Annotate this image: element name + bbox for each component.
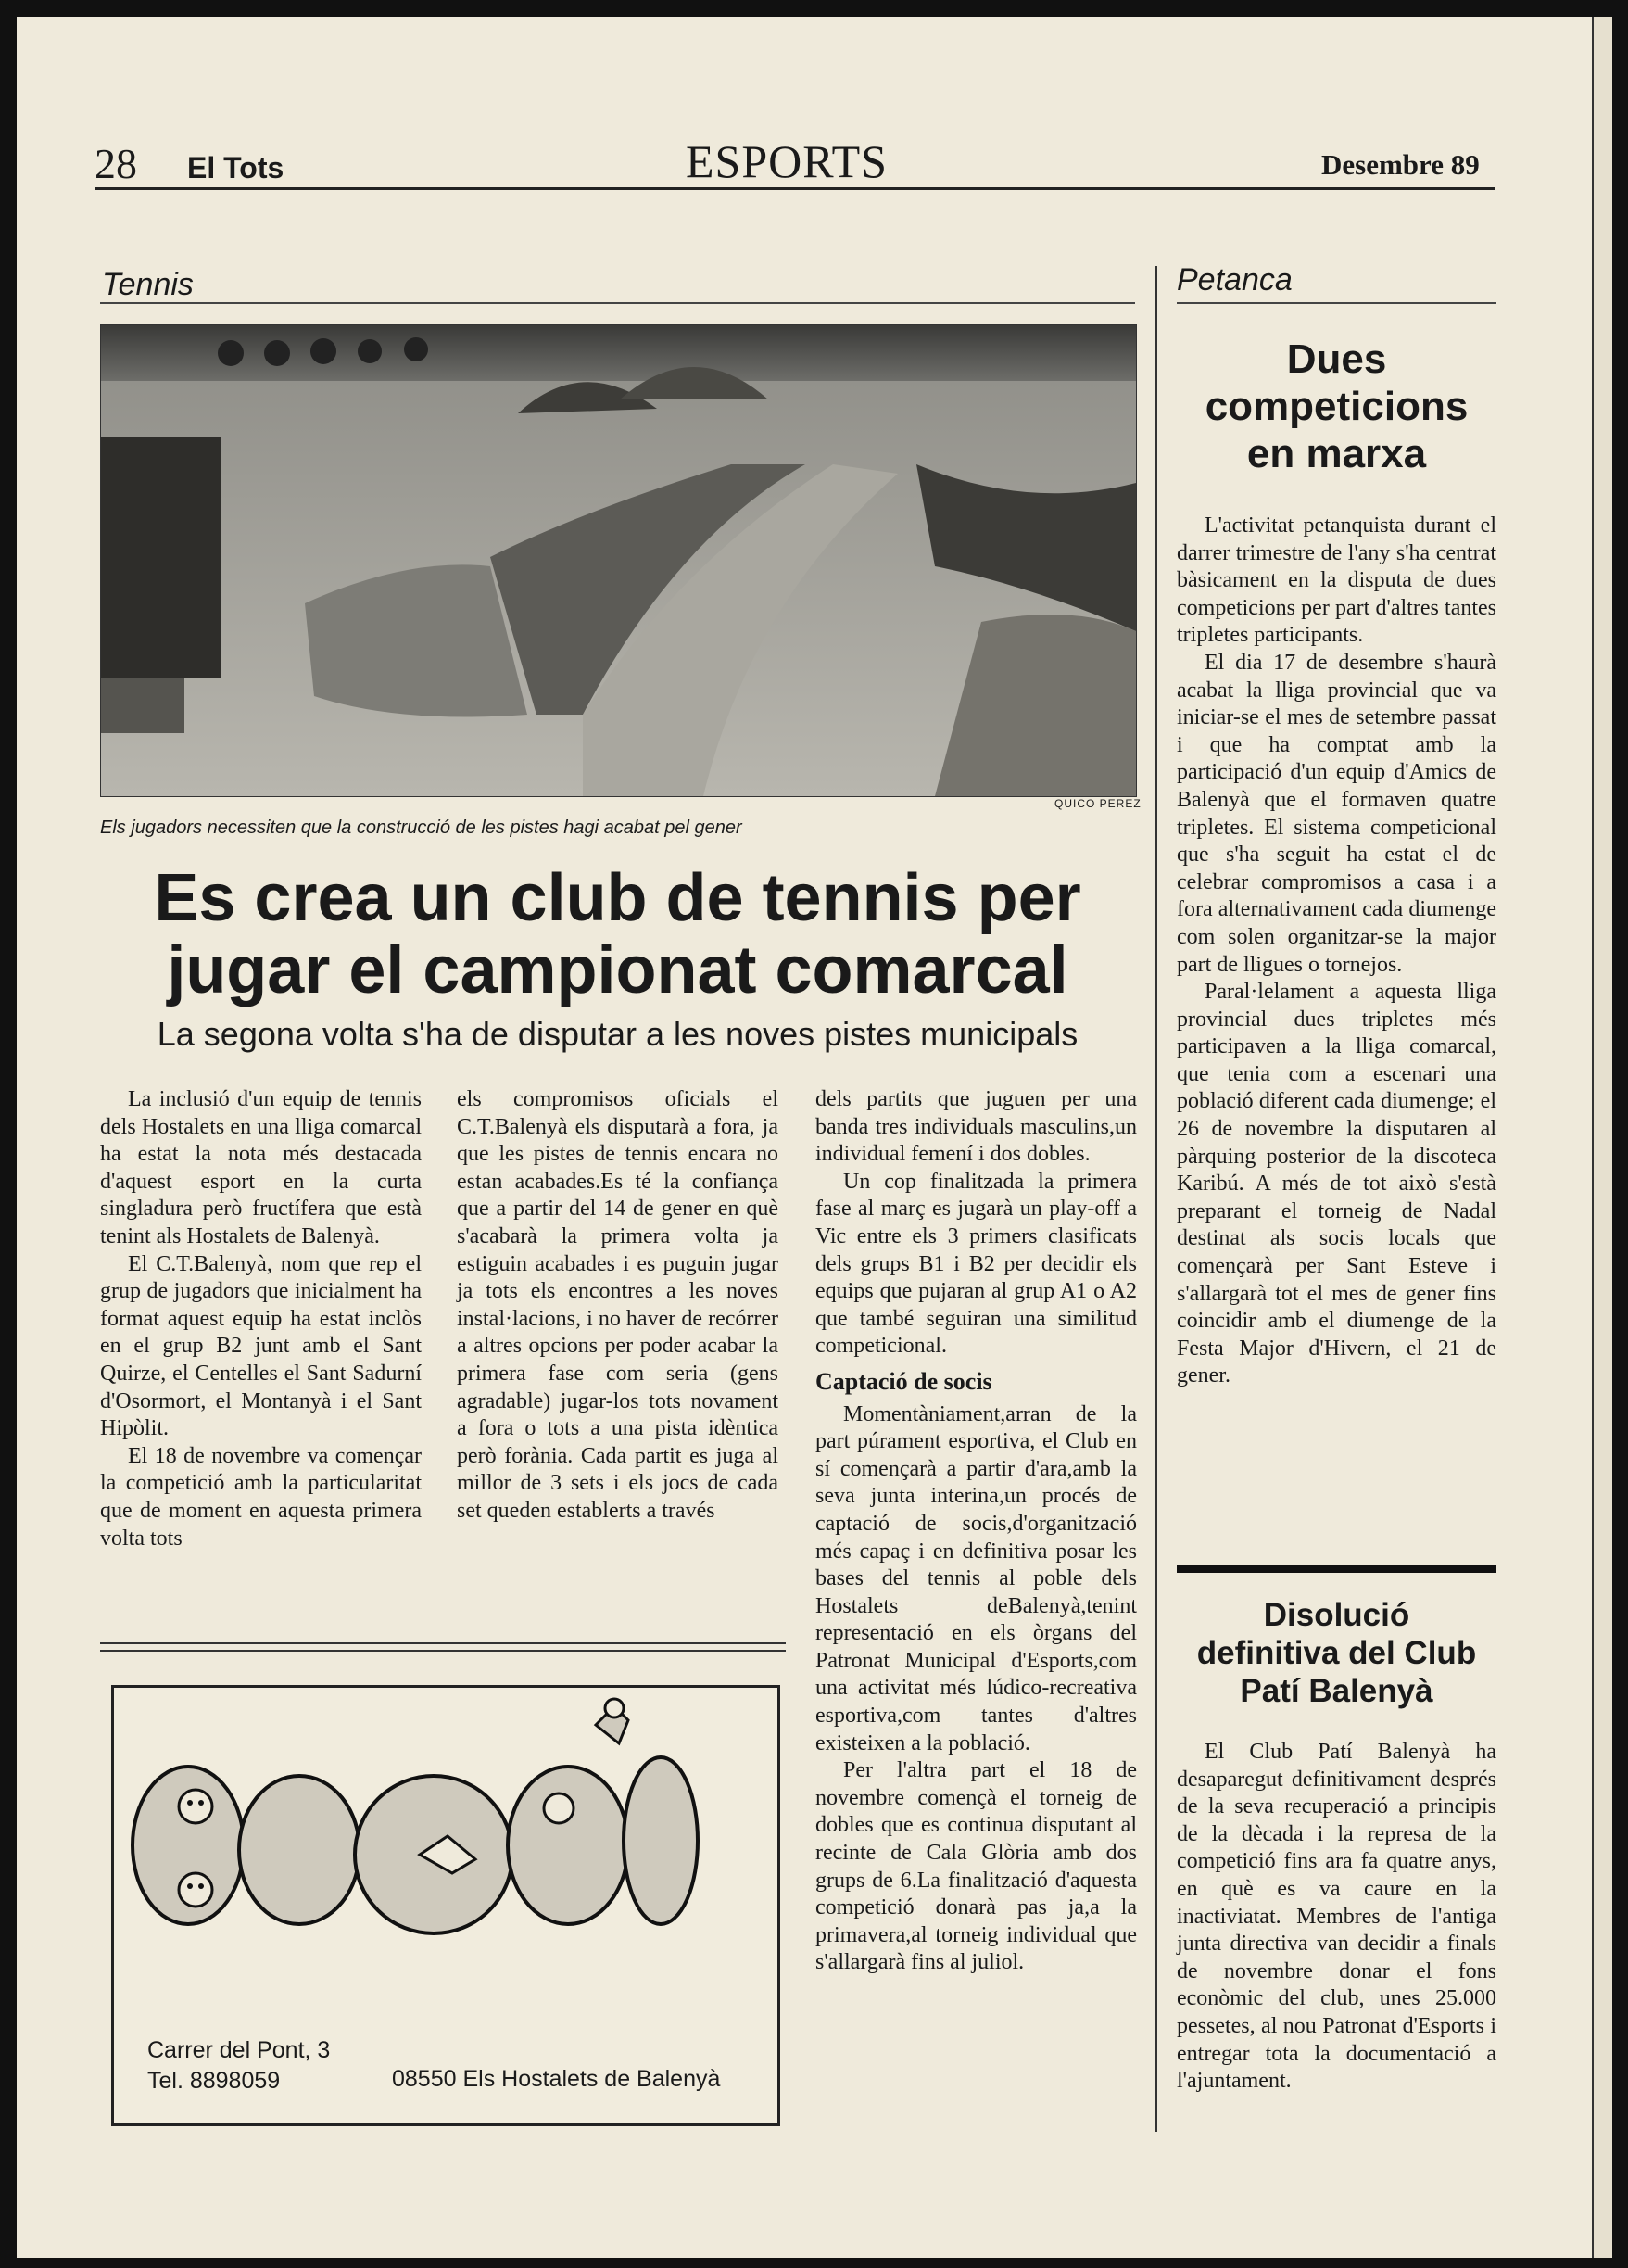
paragraph: El 18 de novembre va començar la competició amb la particularitat que de moment en aquesta primera volta tots — [100, 1443, 422, 1551]
main-headline — [100, 862, 1135, 1007]
article-end-rule — [100, 1650, 786, 1652]
headline-line-1: Es crea un club de tennis per — [154, 861, 1081, 935]
phone-number: Tel. 8898059 — [147, 2068, 281, 2094]
header-rule — [95, 187, 1495, 190]
construction-site-photo — [100, 324, 1137, 797]
bambi-advertisement — [111, 1685, 780, 2126]
paragraph: Un cop finalitzada la primera fase al març es jugarà un play-off a Vic entre els 3 primers clasificats dels grups B1 i B2 per decidir els equips que pujaran al grup A1 o A2 que també seguiran una similitud competicional. — [815, 1169, 1137, 1359]
title-line: en marxa — [1246, 431, 1427, 476]
tennis-kicker-rule — [100, 302, 1135, 304]
paragraph: els compromisos oficials el C.T.Balenyà els disputarà a fora, ja que les pistes de tennis encara no estan acabades.Es té la confiança que a partir del 14 de gener en què s'acabarà la primera volta ja estiguin acabades i es puguin jugar ja tots els encontres a les noves instal·lacions, i no haver de recórrer a altres opcions per poder acabar la primera fase com seria (gens agradable) jugar-los tots novament a fora o tots a una pista idèntica però forània. Cada partit es juga al millor de 3 sets i els jocs de cada set queden establerts a través — [457, 1087, 778, 1523]
column-divider — [1155, 266, 1157, 2132]
paragraph: dels partits que juguen per una banda tres individuals masculins,un individual femení i dos dobles. — [815, 1087, 1137, 1167]
publication-name: El Tots — [187, 151, 284, 184]
paragraph: La inclusió d'un equip de tennis dels Hostalets en una lliga comarcal ha estat la nota més destacada d'aquest esport en la curta singladura però fructífera que està tenint als Hostalets de Balenyà. — [100, 1087, 422, 1248]
title-line: Patí Balenyà — [1240, 1673, 1433, 1709]
issue-date: Desembre 89 — [1321, 148, 1480, 181]
photo-credit: QUICO PEREZ — [1054, 797, 1142, 810]
paragraph: Paral·lelament a aquesta lliga provincial dues tripletes més participaven a la lliga comarcal, que tenia com a escenari una població diferent cada diumenge; el 26 de novembre la disputaren al pàrquing posterior de la discoteca Karibú. A més de tot això s'està preparant el torneig de Nadal destinat als socis locals que començarà per Sant Esteve i s'allargarà tot el mes de gener fins coincidir amb el diumenge de la Festa Major d'Hivern, el 21 de gener. — [1177, 980, 1496, 1388]
title-line: Dues — [1286, 336, 1387, 382]
section-title: ESPORTS — [686, 135, 888, 187]
article-column-1 — [100, 1086, 422, 1552]
petanca-title — [1177, 336, 1496, 477]
next-page-edge — [1592, 17, 1612, 2258]
petanca-text — [1177, 513, 1496, 1390]
headline-line-2: jugar el campionat comarcal — [167, 933, 1068, 1007]
paragraph: Momentàniament,arran de la part púrament esportiva, el Club en sí començarà a partir d'ara,amb la seva junta interina,un procés de captació de socis,d'organització més capaç i en definitiva posar les bases del tennis al poble dels Hostalets deBalenyà,tenint representació en els òrgans del Patronat Municipal d'Esports,com una activitat més lúdico-recreativa esportiva,com tantes d'altres existeixen a la població. — [815, 1401, 1137, 1755]
title-line: Disolució — [1263, 1597, 1410, 1633]
petanca-kicker: Petanca — [1177, 262, 1293, 298]
title-line: competicions — [1205, 384, 1469, 429]
bambi-logo — [114, 1688, 777, 2003]
paragraph: Per l'altra part el 18 de novembre començà el torneig de dobles que es continua disputant al recinte de Cala Glòria amb dos grups de 6.La finalització d'aquesta competició donarà pas ja,a la primavera,al torneig individual que s'allargarà fins al juliol. — [815, 1758, 1137, 1975]
article-end-rule — [100, 1642, 786, 1644]
page-number: 28 — [95, 140, 137, 187]
postal-town: 08550 Els Hostalets de Balenyà — [392, 2066, 721, 2092]
paragraph: El dia 17 de desembre s'haurà acabat la lliga provincial que va iniciar-se el mes de setembre passat i que ha comptat amb la participació d'un equip d'Amics de Balenyà que el formaven quatre tripletes. El sistema competicional que s'ha seguit ha estat el de celebrar compromisos a casa i a fora alternativament cada diumenge com solen organitzar-se la major part de lligues o tornejos. — [1177, 650, 1496, 977]
shop-address — [147, 2035, 330, 2097]
tennis-kicker: Tennis — [102, 267, 194, 302]
paragraph: El Club Patí Balenyà ha desaparegut definitivament després de la seva recuperació a principis de la dècada i la represa de la competició fins ara fa quatre anys, en què es va caure en la inactiviatat. Membres de l'antiga junta directiva van decidir a finals de novembre donar el fons econòmic del club, unes 25.000 pessetes, al nou Patronat d'Esports i entregar tota la documentació a l'ajuntament. — [1177, 1740, 1496, 2094]
pati-text — [1177, 1739, 1496, 2096]
article-column-2 — [457, 1086, 778, 1526]
paragraph: L'activitat petanquista durant el darrer trimestre de l'any s'ha centrat bàsicament en la disputa de dues competicions per part d'altres tantes tripletes participants. — [1177, 513, 1496, 648]
subsection-title: Captació de socis — [815, 1367, 992, 1395]
subheadline: La segona volta s'ha de disputar a les noves pistes municipals — [157, 1015, 1079, 1053]
photo-caption: Els jugadors necessiten que la construcció de les pistes hagi acabat pel gener — [100, 817, 742, 838]
pati-title — [1177, 1596, 1496, 1710]
street-address: Carrer del Pont, 3 — [147, 2037, 331, 2063]
article-separator-bar — [1177, 1565, 1496, 1573]
paragraph: El C.T.Balenyà, nom que rep el grup de jugadors que inicialment ha format aquest equip ha estat inclòs en el grup B2 junt amb el Sant Quirze, el Centelles el Sant Sadurní d'Osormort, el Montanyà i el Sant Hipòlit. — [100, 1251, 422, 1441]
title-line: definitiva del Club — [1196, 1635, 1477, 1671]
petanca-kicker-rule — [1177, 302, 1496, 304]
article-column-3 — [815, 1086, 1137, 1977]
